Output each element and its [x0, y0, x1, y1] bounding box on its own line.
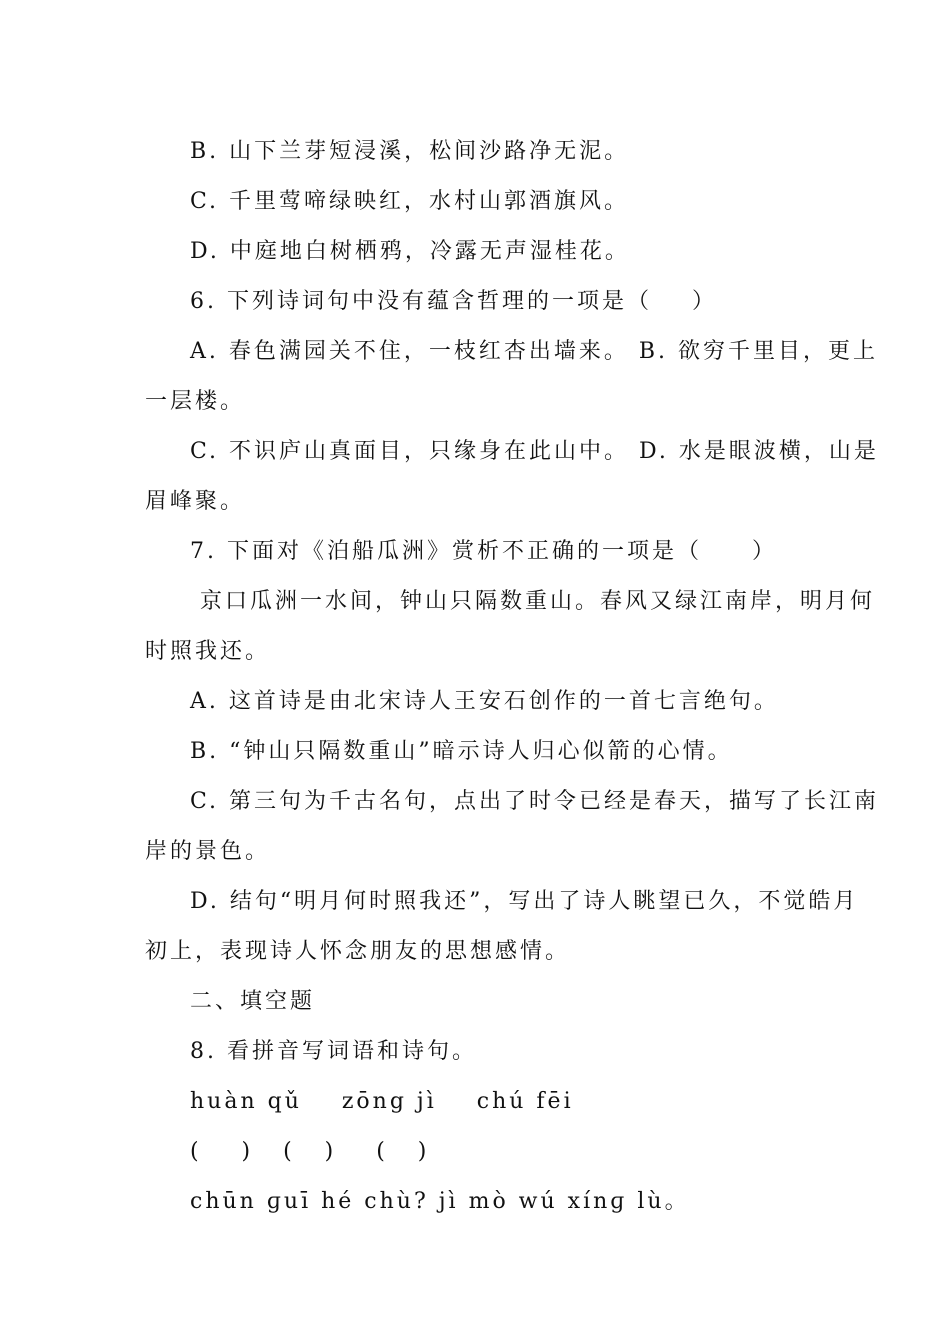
question-6: 6. 下列诗词句中没有蕴含哲理的一项是（ ）	[190, 289, 717, 314]
question-6-options-cd: C. 不识庐山真面目，只缘身在此山中。 D. 水是眼波横，山是	[190, 439, 879, 464]
option-5c: C. 千里莺啼绿映红，水村山郭酒旗风。	[190, 189, 630, 214]
option-5b: B. 山下兰芽短浸溪，松间沙路净无泥。	[190, 139, 630, 164]
poem-text: 京口瓜洲一水间，钟山只隔数重山。春风又绿江南岸，明月何	[190, 589, 875, 614]
option-7c: C. 第三句为千古名句，点出了时令已经是春天，描写了长江南	[190, 789, 880, 814]
answer-blanks: ( ) ( ) ( )	[190, 1139, 430, 1164]
option-7c-cont: 岸的景色。	[145, 839, 271, 864]
section-heading-fill-in: 二、填空题	[190, 989, 316, 1014]
poem-text-cont: 时照我还。	[145, 639, 271, 664]
question-6-options-ab-cont: 一层楼。	[145, 389, 246, 414]
option-5d: D. 中庭地白树栖鸦，冷露无声湿桂花。	[190, 239, 630, 264]
pinyin-poem-line: chūn ɡuī hé chù? jì mò wú xínɡ lù。	[190, 1189, 690, 1214]
option-7d: D. 结句“明月何时照我还”，写出了诗人眺望已久，不觉皓月	[190, 889, 859, 914]
pinyin-words: huàn qǔ zōng jì chú fēi	[190, 1089, 574, 1114]
option-7a: A. 这首诗是由北宋诗人王安石创作的一首七言绝句。	[190, 689, 779, 714]
option-7b: B. “钟山只隔数重山”暗示诗人归心似箭的心情。	[190, 739, 733, 764]
question-7: 7. 下面对《泊船瓜洲》赏析不正确的一项是（ ）	[190, 539, 777, 564]
option-7d-cont: 初上，表现诗人怀念朋友的思想感情。	[145, 939, 571, 964]
question-6-options-cd-cont: 眉峰聚。	[145, 489, 246, 514]
question-8: 8. 看拼音写词语和诗句。	[190, 1039, 477, 1064]
question-6-options-ab: A. 春色满园关不住，一枝红杏出墙来。 B. 欲穷千里目，更上	[190, 339, 879, 364]
